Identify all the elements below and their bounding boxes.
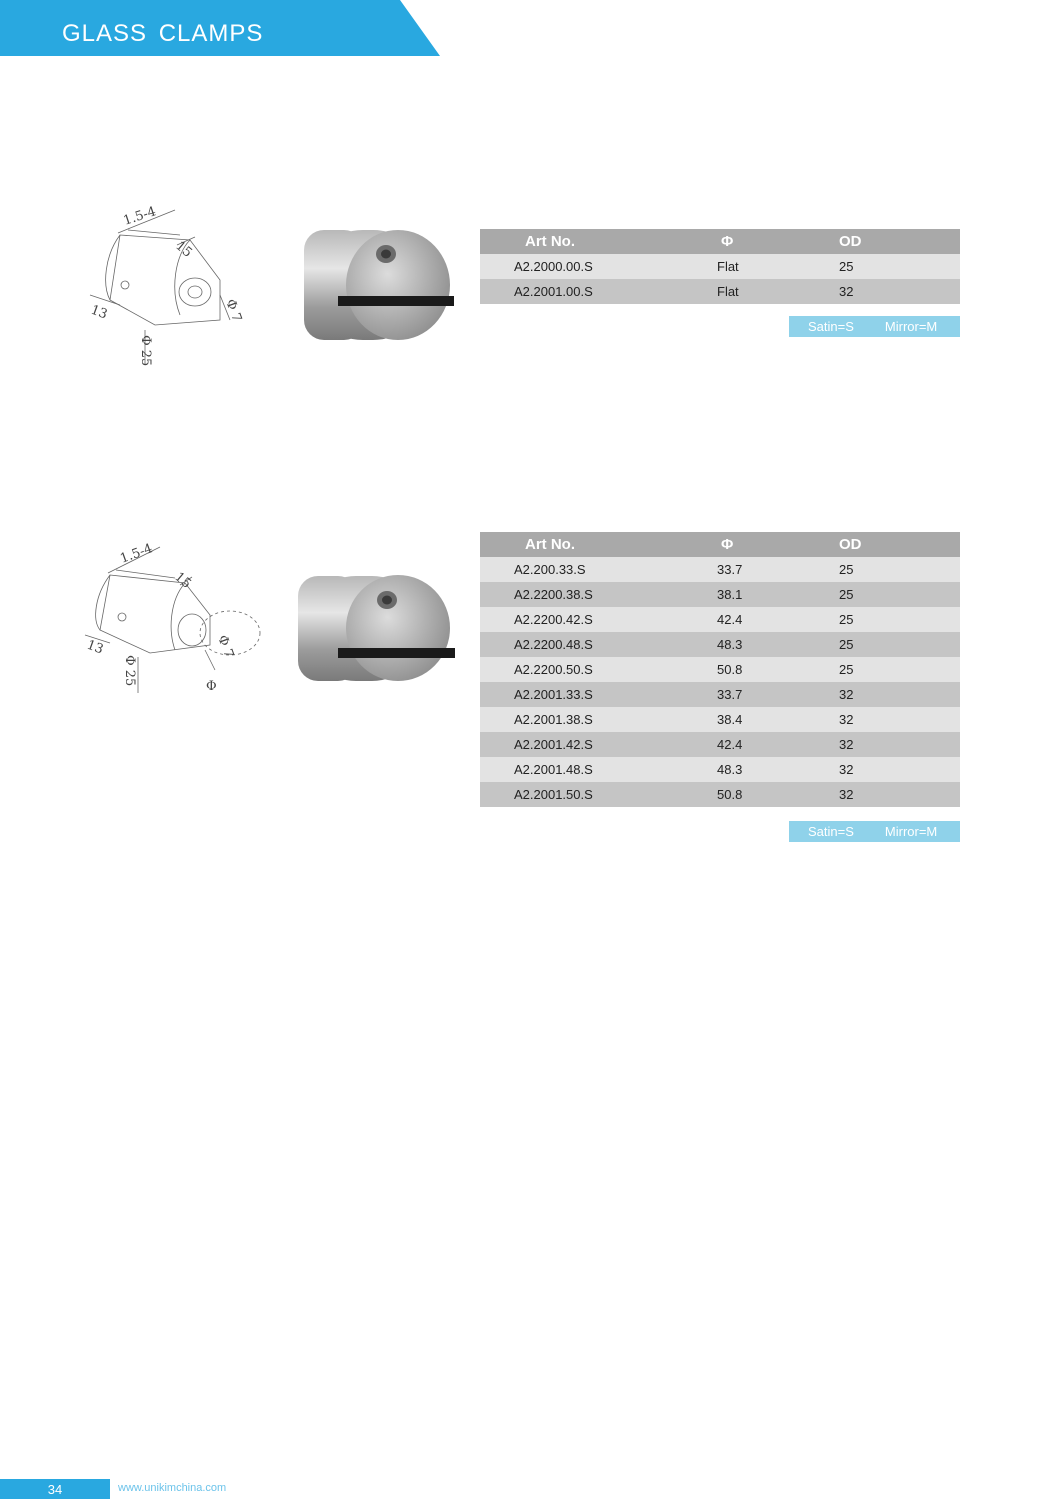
phi-cell: 38.1	[685, 582, 796, 607]
od-cell: 32	[796, 757, 960, 782]
art-no-cell: A2.200.33.S	[480, 557, 685, 582]
od-cell: 25	[796, 557, 960, 582]
spec-table-flat	[480, 229, 960, 304]
art-no-cell: A2.2001.38.S	[480, 707, 685, 732]
dim-hole-label: Φ 7	[222, 297, 245, 325]
page-number: 34	[0, 1479, 110, 1499]
dim-gap-label: 1.5-4	[121, 204, 158, 229]
table-header-row	[480, 532, 960, 557]
art-no-cell: A2.2200.42.S	[480, 607, 685, 632]
table-row	[480, 607, 960, 632]
col-header-od: OD	[796, 532, 960, 557]
product-photo-tube-clamp	[290, 570, 455, 690]
table-row	[480, 279, 960, 304]
table-row	[480, 582, 960, 607]
od-cell: 25	[796, 254, 960, 279]
dim-tube-label: Φ	[206, 679, 217, 694]
table-row	[480, 254, 960, 279]
dim-gap-label: 1.5-4	[118, 541, 155, 567]
od-cell: 25	[796, 582, 960, 607]
art-no-cell: A2.2200.50.S	[480, 657, 685, 682]
phi-cell: Flat	[685, 254, 796, 279]
art-no-cell: A2.2200.38.S	[480, 582, 685, 607]
table-row	[480, 657, 960, 682]
table-row	[480, 557, 960, 582]
finish-satin: Satin=S	[808, 824, 854, 839]
dim-width-label: 15	[172, 238, 195, 261]
od-cell: 25	[796, 607, 960, 632]
finish-mirror: Mirror=M	[884, 319, 938, 334]
od-cell: 32	[796, 279, 960, 304]
od-cell: 25	[796, 657, 960, 682]
phi-cell: 48.3	[685, 632, 796, 657]
art-no-cell: A2.2001.48.S	[480, 757, 685, 782]
phi-cell: 50.8	[685, 782, 796, 807]
spec-table-tube	[480, 532, 960, 807]
col-header-phi: Φ	[685, 229, 796, 254]
art-no-cell: A2.2001.42.S	[480, 732, 685, 757]
table-row	[480, 757, 960, 782]
finish-legend	[789, 821, 960, 842]
table-row	[480, 732, 960, 757]
table-row	[480, 682, 960, 707]
dim-width-label: 15	[171, 569, 194, 592]
od-cell: 32	[796, 732, 960, 757]
dim-hole-label: Φ 7	[214, 633, 237, 661]
finish-satin: Satin=S	[808, 319, 854, 334]
finish-mirror: Mirror=M	[884, 824, 938, 839]
art-no-cell: A2.2200.48.S	[480, 632, 685, 657]
od-cell: 32	[796, 707, 960, 732]
phi-cell: Flat	[685, 279, 796, 304]
dim-diameter-label: Φ 25	[138, 335, 153, 367]
product-photo-flat-clamp	[294, 224, 454, 344]
technical-drawing-flat-clamp	[80, 195, 250, 375]
phi-cell: 48.3	[685, 757, 796, 782]
od-cell: 32	[796, 682, 960, 707]
table-row	[480, 632, 960, 657]
art-no-cell: A2.2001.00.S	[480, 279, 685, 304]
dim-depth-label: 13	[84, 637, 106, 658]
table-row	[480, 707, 960, 732]
dim-depth-label: 13	[88, 302, 110, 323]
finish-legend	[789, 316, 960, 337]
website-link[interactable]: www.unikimchina.com	[118, 1482, 227, 1494]
od-cell: 25	[796, 632, 960, 657]
col-header-art-no: Art No.	[480, 532, 685, 557]
od-cell: 32	[796, 782, 960, 807]
col-header-phi: Φ	[685, 532, 796, 557]
art-no-cell: A2.2001.33.S	[480, 682, 685, 707]
col-header-art-no: Art No.	[480, 229, 685, 254]
phi-cell: 33.7	[685, 682, 796, 707]
art-no-cell: A2.2001.50.S	[480, 782, 685, 807]
technical-drawing-tube-clamp	[80, 535, 270, 705]
phi-cell: 33.7	[685, 557, 796, 582]
col-header-od: OD	[796, 229, 960, 254]
phi-cell: 42.4	[685, 607, 796, 632]
art-no-cell: A2.2000.00.S	[480, 254, 685, 279]
table-header-row	[480, 229, 960, 254]
phi-cell: 50.8	[685, 657, 796, 682]
table-row	[480, 782, 960, 807]
dim-diameter-label: Φ 25	[122, 655, 137, 687]
page-title: GLASS CLAMPS	[62, 20, 264, 47]
phi-cell: 38.4	[685, 707, 796, 732]
phi-cell: 42.4	[685, 732, 796, 757]
